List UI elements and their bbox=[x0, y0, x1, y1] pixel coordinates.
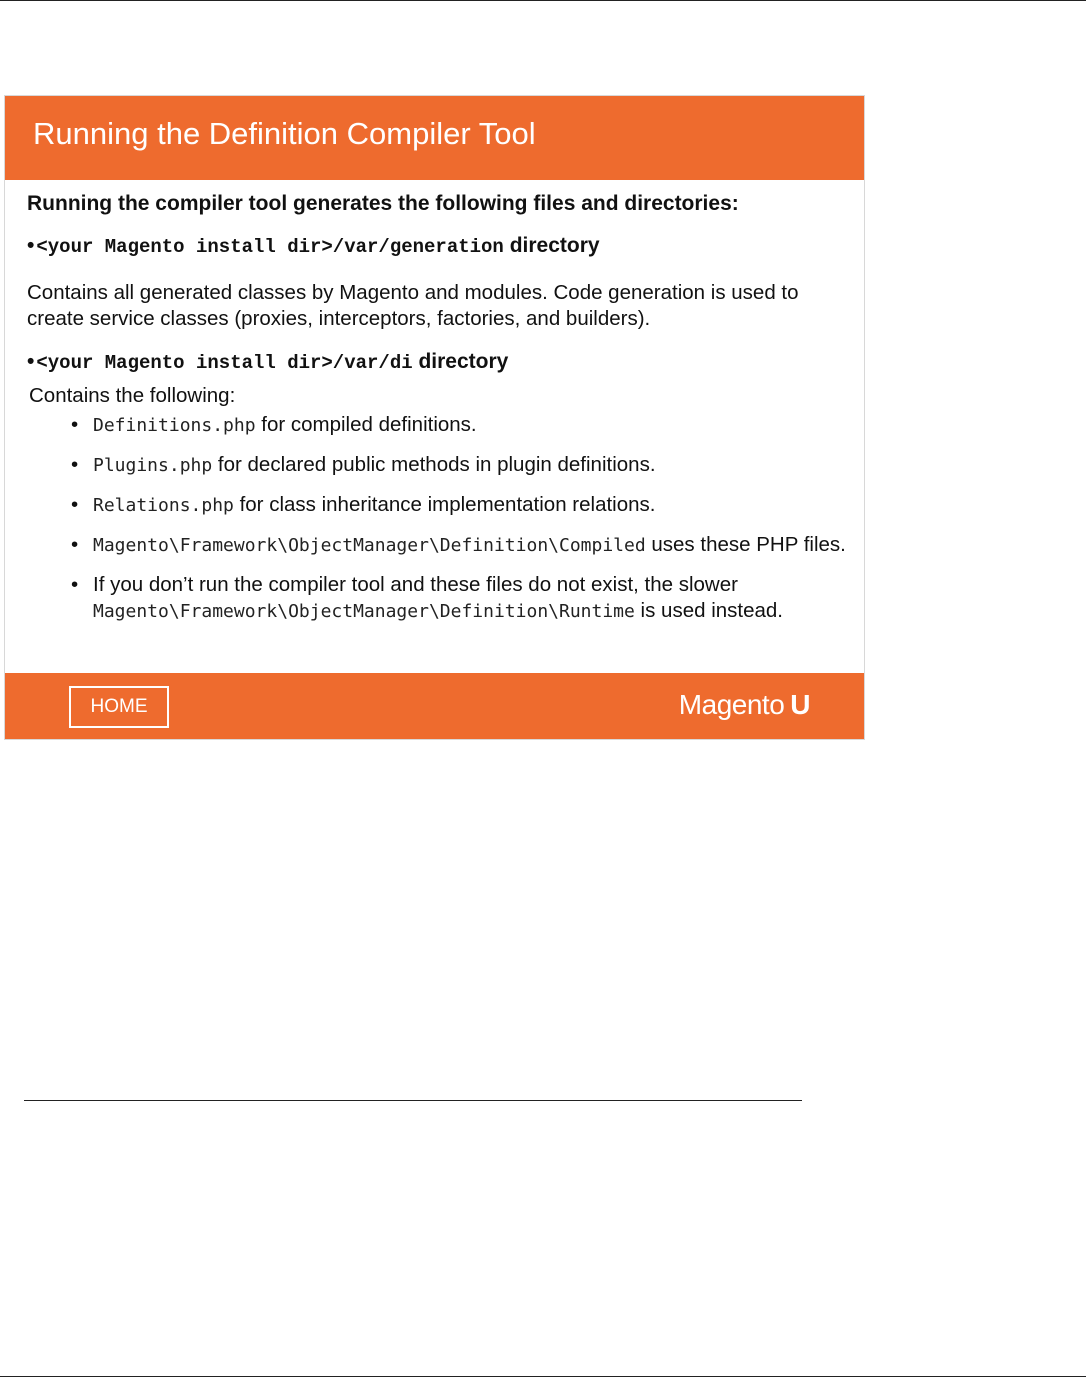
generation-directory-label: directory bbox=[509, 234, 600, 257]
bullet-icon: • bbox=[71, 573, 79, 596]
magento-u-logo bbox=[679, 689, 810, 721]
generation-directory-heading bbox=[27, 234, 847, 258]
brand-suffix: U bbox=[790, 689, 810, 720]
di-directory-intro: Contains the following: bbox=[29, 384, 236, 407]
file-description: for compiled definitions. bbox=[255, 413, 477, 436]
fallback-description-start: If you don’t run the compiler tool and these files do not exist, the slower bbox=[93, 573, 738, 596]
file-name: Relations.php bbox=[93, 495, 234, 516]
class-name: Magento\Framework\ObjectManager\Definition\Runtime bbox=[93, 601, 635, 622]
list-item bbox=[71, 452, 847, 479]
slide-footer bbox=[5, 673, 864, 739]
di-directory-label: directory bbox=[418, 350, 509, 373]
footnote-rule bbox=[24, 1100, 802, 1101]
slide bbox=[4, 95, 865, 740]
file-description: for class inheritance implementation relations. bbox=[233, 493, 656, 516]
bullet-icon: • bbox=[27, 234, 35, 257]
list-item bbox=[71, 412, 847, 439]
generation-directory-path: <your Magento install dir>/var/generation bbox=[36, 236, 504, 258]
di-file-list bbox=[27, 412, 847, 625]
bullet-icon: • bbox=[71, 493, 79, 516]
slide-body bbox=[27, 192, 847, 638]
class-name: Magento\Framework\ObjectManager\Definition\Compiled bbox=[93, 535, 646, 556]
file-description: for declared public methods in plugin definitions. bbox=[212, 453, 656, 476]
home-button[interactable]: HOME bbox=[69, 686, 169, 728]
generation-directory-description: Contains all generated classes by Magento and modules. Code generation is used to create service classes (proxies, interceptors, factories, and builders). bbox=[27, 281, 799, 330]
file-name: Plugins.php bbox=[93, 455, 213, 476]
bullet-icon: • bbox=[71, 413, 79, 436]
fallback-description-end: is used instead. bbox=[634, 599, 784, 622]
page-top-rule bbox=[0, 0, 1086, 1]
di-directory-path: <your Magento install dir>/var/di bbox=[36, 352, 413, 374]
brand-name: Magento bbox=[678, 689, 785, 720]
slide-lead: Running the compiler tool generates the following files and directories: bbox=[27, 192, 739, 215]
file-name: Definitions.php bbox=[93, 415, 256, 436]
bullet-icon: • bbox=[71, 453, 79, 476]
slide-title: Running the Definition Compiler Tool bbox=[33, 116, 536, 151]
bullet-icon: • bbox=[71, 533, 79, 556]
bullet-icon: • bbox=[27, 350, 35, 373]
page-bottom-rule bbox=[0, 1376, 1086, 1377]
list-item bbox=[71, 492, 847, 519]
slide-header bbox=[5, 96, 864, 180]
di-directory-heading bbox=[27, 350, 847, 374]
class-description: uses these PHP files. bbox=[645, 533, 846, 556]
list-item bbox=[71, 572, 847, 625]
list-item bbox=[71, 532, 847, 559]
